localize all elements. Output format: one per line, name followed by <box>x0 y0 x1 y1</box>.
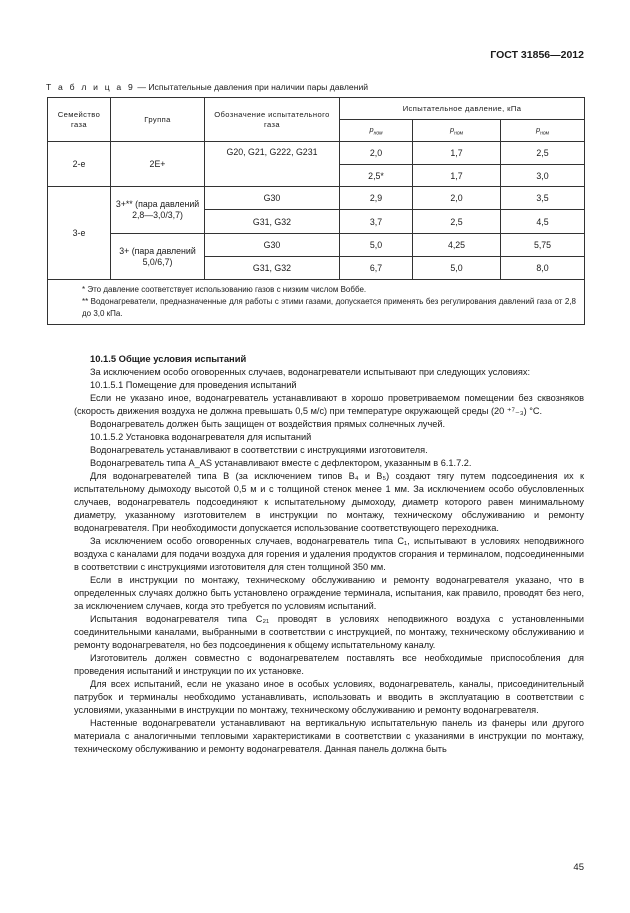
paragraph: Если в инструкции по монтажу, техническому обслуживанию и ремонту водонагревателя указано, что в определенных случаях должно быть установлено ограждение терминала, испытания, как правило, проводят без него, за исключением случаев, когда это требуется по условиям испытаний. <box>74 575 584 611</box>
cell-p2: 2,5 <box>413 210 501 234</box>
header-group: Группа <box>111 98 205 142</box>
cell-gas: G31, G32 <box>205 210 340 234</box>
paragraph: Водонагреватель должен быть защищен от воздействия прямых солнечных лучей. <box>90 419 446 429</box>
cell-p3: 5,75 <box>501 234 585 257</box>
header-family: Семейство газа <box>48 98 111 142</box>
document-id: ГОСТ 31856—2012 <box>490 49 584 61</box>
cell-gas: G31, G32 <box>205 257 340 280</box>
cell-p1: 5,0 <box>340 234 413 257</box>
paragraph: 10.1.5.1 Помещение для проведения испытаний <box>90 380 297 390</box>
cell-p3: 3,5 <box>501 187 585 210</box>
cell-family: 3-е <box>48 187 111 280</box>
paragraph: Если не указано иное, водонагреватель устанавливают в хорошо проветриваемом помещении без сквозняков (скорость движения воздуха не должна превышать 0,5 м/с) при температуре окружающей среды (20 ⁺⁷₋₃) °С. <box>74 393 584 416</box>
cell-p1: 2,0 <box>340 142 413 165</box>
paragraph: Для всех испытаний, если не указано иное в особых условиях, водонагреватель, каналы, присоединительный патрубок и терминалы необходимо устанавливать, использовать и вводить в эксплуатацию в соответствии с условиями, указанными в инструкции по монтажу, техническому обслуживанию и ремонту водонагревателя. <box>74 679 584 715</box>
cell-p3: 8,0 <box>501 257 585 280</box>
table-header-row <box>48 98 585 120</box>
section-body <box>74 352 584 756</box>
table-notes <box>48 280 585 325</box>
paragraph: 10.1.5.2 Установка водонагревателя для испытаний <box>90 432 312 442</box>
cell-p2: 5,0 <box>413 257 501 280</box>
cell-gas: G20, G21, G222, G231 <box>205 142 340 187</box>
paragraph: Водонагреватель устанавливают в соответствии с инструкциями изготовителя. <box>90 445 428 455</box>
cell-p3: 3,0 <box>501 165 585 187</box>
cell-p2: 1,7 <box>413 142 501 165</box>
section-heading: 10.1.5 Общие условия испытаний <box>90 353 247 364</box>
table-notes-row <box>48 280 585 325</box>
table-caption-text: — Испытательные давления при наличии пары давлений <box>137 82 369 92</box>
paragraph: Испытания водонагревателя типа C₂₁ проводят в условиях неподвижного воздуха с установленными соединительными каналами, выбранными в соответствии с инструкцией, по монтажу, техническому обслуживанию и ремонту водонагревателя, но без подсоединения к общему испытательному каналу. <box>74 614 584 650</box>
cell-group: 2Е+ <box>111 142 205 187</box>
cell-p1: 6,7 <box>340 257 413 280</box>
cell-group: 3+ (пара давлений 5,0/6,7) <box>111 234 205 280</box>
cell-p3: 2,5 <box>501 142 585 165</box>
cell-p2: 1,7 <box>413 165 501 187</box>
test-pressure-table <box>47 97 585 325</box>
paragraph: Изготовитель должен совместно с водонагревателем поставлять все необходимые приспособления для проведения испытаний и инструкции по их установке. <box>74 653 584 676</box>
header-gas-designation: Обозначение испытательного газа <box>205 98 340 142</box>
table-note: ** Водонагреватели, предназначенные для работы с этими газами, допускается применять без регулирования давлений газа от 2,8 до 3,0 кПа. <box>82 297 577 318</box>
cell-p1: 3,7 <box>340 210 413 234</box>
page-number: 45 <box>573 862 584 873</box>
cell-gas: G30 <box>205 234 340 257</box>
cell-gas: G30 <box>205 187 340 210</box>
cell-group: 3+** (пара давлений 2,8—3,0/3,7) <box>111 187 205 234</box>
cell-p2: 2,0 <box>413 187 501 210</box>
table-note: * Это давление соответствует использованию газов с низким числом Воббе. <box>82 285 367 294</box>
paragraph: Настенные водонагреватели устанавливают на вертикальную испытательную панель из фанеры или другого материала с аналогичными тепловыми характеристиками в соответствии с указаниями в инструкции по монтажу, техническому обслуживанию и ремонту водонагревателя. Данная панель должна быть <box>74 718 584 754</box>
paragraph: Водонагреватель типа A_AS устанавливают вместе с дефлектором, указанным в 6.1.7.2. <box>90 458 472 468</box>
header-pressure: Испытательное давление, кПа <box>340 98 585 120</box>
table-caption-label: Т а б л и ц а 9 <box>46 82 135 92</box>
table-row <box>48 234 585 257</box>
paragraph: Для водонагревателей типа B (за исключением типов B₄ и B₅) создают тягу путем подсоединения их к испытательному дымоходу высотой 0,5 м и с толщиной стенок менее 1 мм. За исключением особо обусловленных случаев, водонагреватель подсоединяют к испытательному дымоходу, диаметр которого равен минимальному диаметру, указанному изготовителем в инструкции по монтажу, техническому обслуживанию и ремонту водонагревателя. При необходимости допускается использование соответствующего переходника. <box>74 471 584 533</box>
header-p1: $p_{ном}$ <box>340 120 413 142</box>
cell-p1: 2,9 <box>340 187 413 210</box>
header-p2: $p_{ном}$ <box>413 120 501 142</box>
header-p3: $p_{ном}$ <box>501 120 585 142</box>
cell-p1: 2,5* <box>340 165 413 187</box>
table-caption <box>46 82 368 92</box>
paragraph: За исключением особо оговоренных случаев, водонагреватели испытывают при следующих условиях: <box>90 367 531 377</box>
table-row <box>48 142 585 165</box>
table-row <box>48 187 585 210</box>
cell-family: 2-е <box>48 142 111 187</box>
paragraph: За исключением особо оговоренных случаев, водонагреватель типа C₁, испытывают в условиях неподвижного воздуха с каналами для подачи воздуха для горения и удаления продуктов сгорания и терминалом, подсоединенными в соответствии с инструкциями изготовителя для стен толщиной 350 мм. <box>74 536 584 572</box>
cell-p2: 4,25 <box>413 234 501 257</box>
cell-p3: 4,5 <box>501 210 585 234</box>
